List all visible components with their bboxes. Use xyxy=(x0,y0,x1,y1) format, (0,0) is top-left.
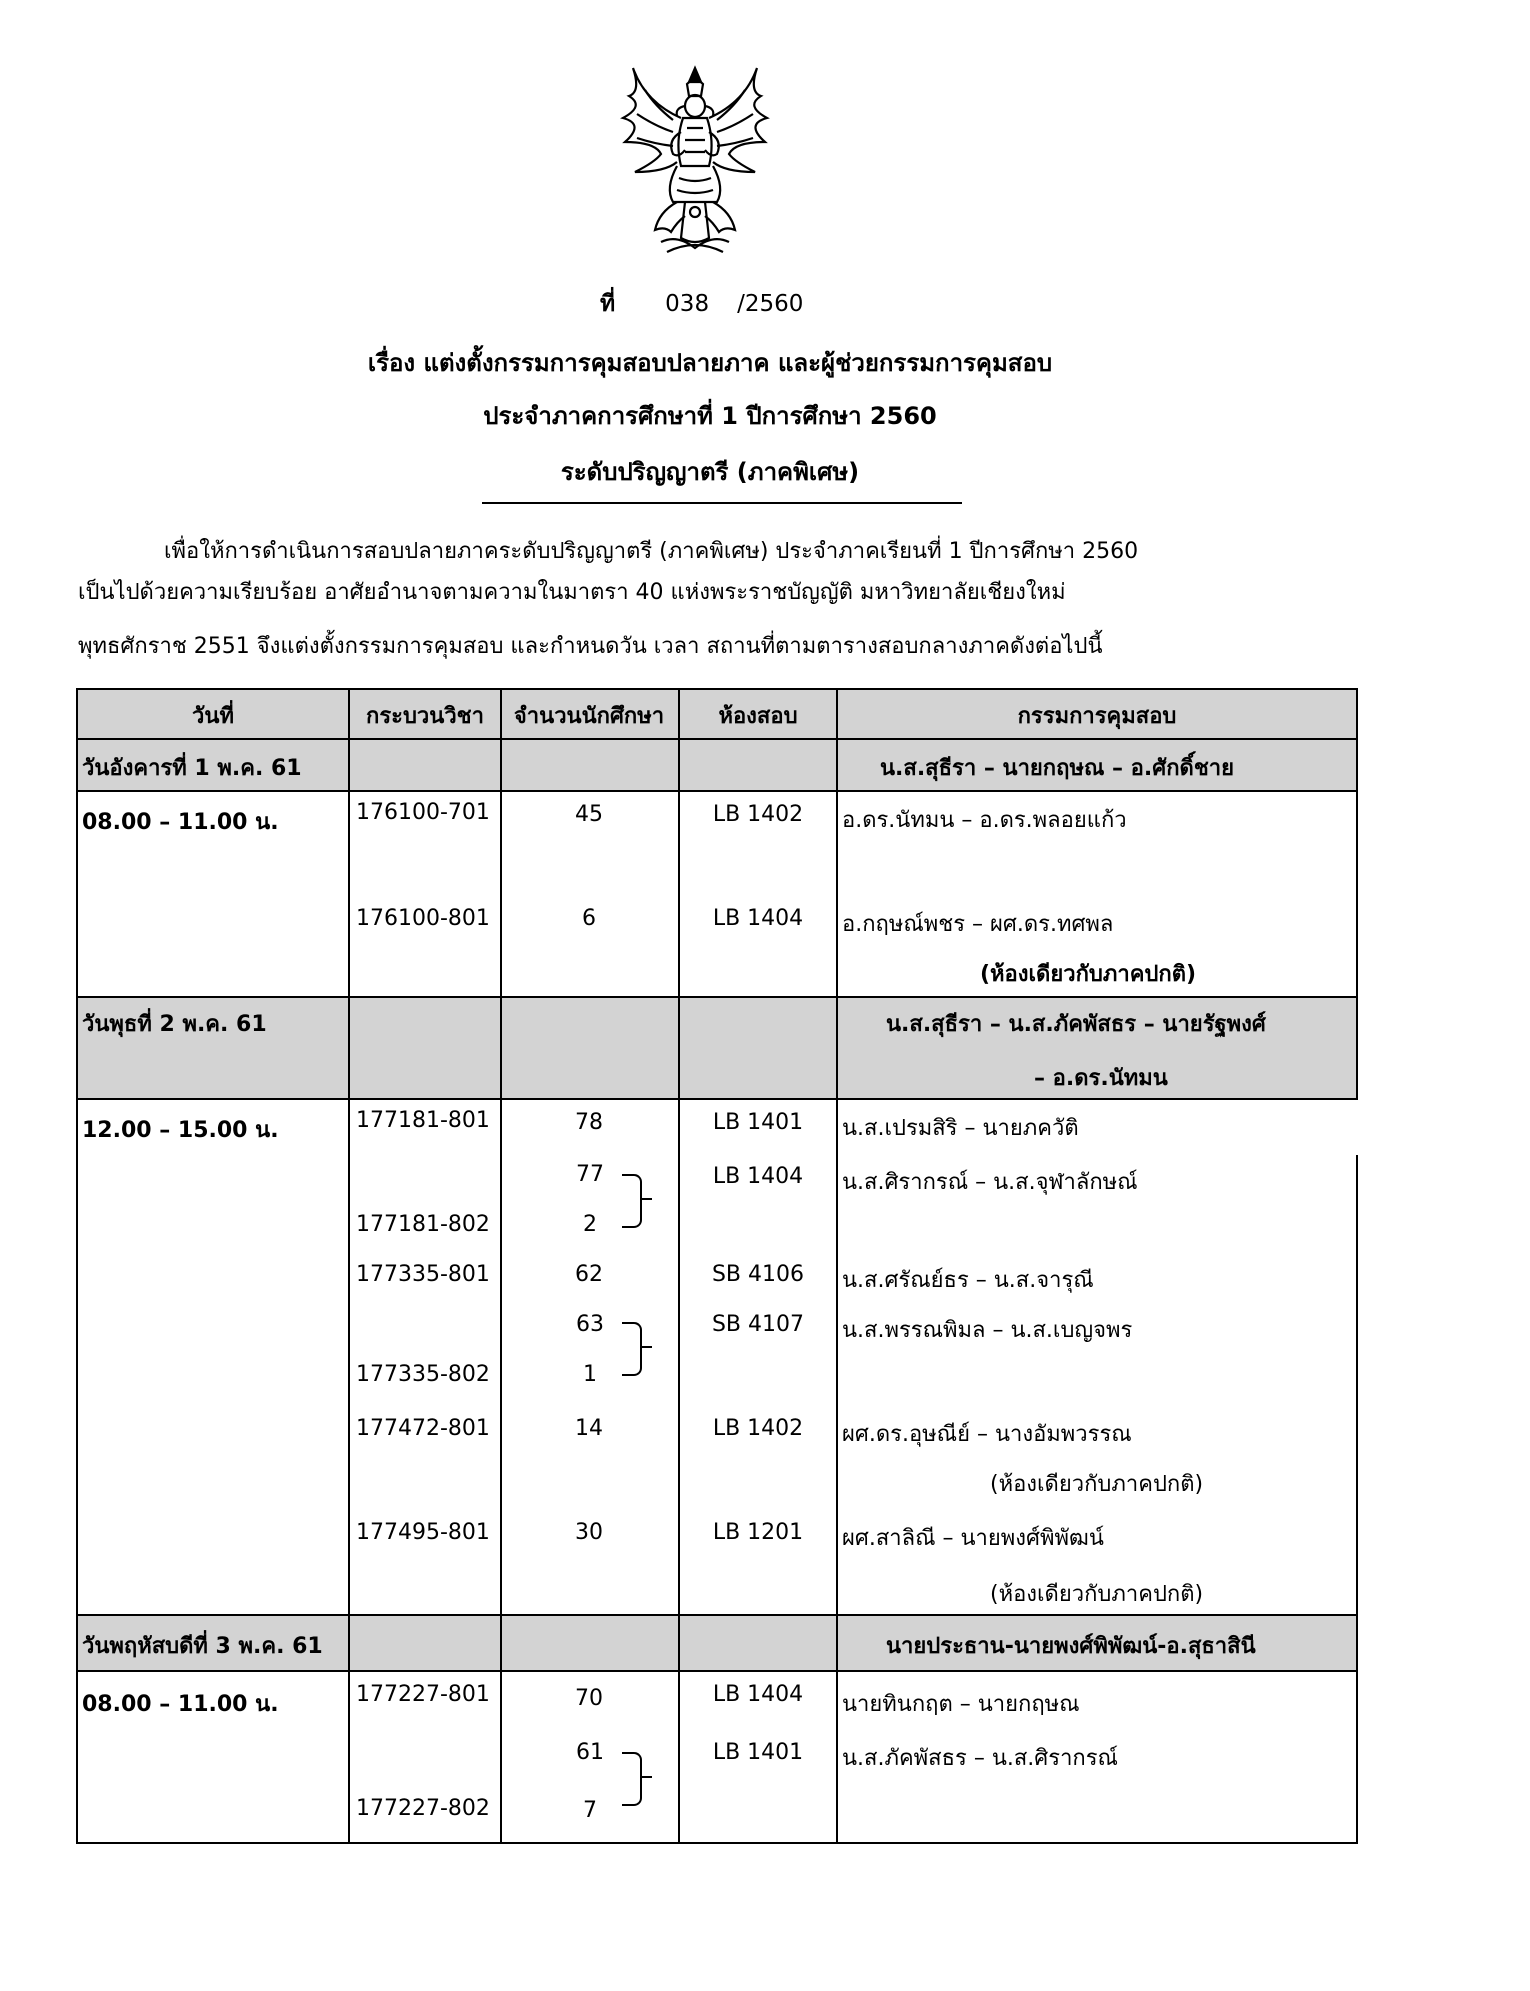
same-room-note: (ห้องเดียวกับภาคปกติ) xyxy=(980,962,1197,987)
document-subject: เรื่อง แต่งตั้งกรรมการคุมสอบปลายภาค และผู้ช่วยกรรมการคุมสอบ xyxy=(367,349,1053,377)
proctor-names: อ.กฤษณ์พชร – ผศ.ดร.ทศพล xyxy=(842,912,1114,937)
student-count: 78 xyxy=(575,1110,603,1135)
document-number-year: /2560 xyxy=(737,291,804,317)
course-code: 177181-801 xyxy=(356,1108,490,1133)
body-paragraph-line-3: พุทธศักราช 2551 จึงแต่งตั้งกรรมการคุมสอบ และกำหนดวัน เวลา สถานที่ตามตารางสอบกลางภาคดังต่อไปนี้ xyxy=(78,634,1103,659)
merged-section-bracket-icon xyxy=(622,1752,642,1806)
proctor-names: น.ส.เปรมสิริ – นายภควัติ xyxy=(842,1116,1079,1141)
day2-date: วันพุธที่ 2 พ.ค. 61 xyxy=(82,1012,267,1037)
proctor-names: ผศ.สาลิณี – นายพงศ์พิพัฒน์ xyxy=(842,1526,1104,1551)
student-count: 7 xyxy=(583,1798,597,1823)
course-code: 177227-801 xyxy=(356,1682,490,1707)
day3-time: 08.00 – 11.00 น. xyxy=(82,1692,279,1717)
title-divider xyxy=(482,502,962,504)
row-line-bottom xyxy=(76,1842,1358,1844)
exam-room: LB 1404 xyxy=(712,1682,804,1707)
exam-room: LB 1401 xyxy=(712,1740,804,1765)
garuda-emblem-icon xyxy=(615,62,775,258)
exam-room: LB 1404 xyxy=(712,906,804,931)
proctor-names: น.ส.ศิรากรณ์ – น.ส.จุฬาลักษณ์ xyxy=(842,1170,1138,1195)
course-code: 177181-802 xyxy=(356,1212,490,1237)
course-code: 177495-801 xyxy=(356,1520,490,1545)
proctor-names: นายทินกฤต – นายกฤษณ xyxy=(842,1692,1080,1717)
student-count: 45 xyxy=(575,802,603,827)
col-line-count-a xyxy=(500,740,502,996)
header-course: กระบวนวิชา xyxy=(366,704,484,729)
day1-chief-proctors: น.ส.สุธีรา – นายกฤษณ – อ.ศักดิ์ชาย xyxy=(880,756,1234,781)
header-date: วันที่ xyxy=(192,704,234,729)
student-count: 2 xyxy=(583,1212,597,1237)
document-number xyxy=(600,286,803,322)
document-number-value: 038 xyxy=(665,291,710,317)
course-code: 176100-801 xyxy=(356,906,490,931)
exam-room: LB 1404 xyxy=(712,1164,804,1189)
merged-section-bracket-icon xyxy=(622,1174,642,1228)
day2-time: 12.00 – 15.00 น. xyxy=(82,1118,279,1143)
document-number-label: ที่ xyxy=(600,291,616,317)
day2-chief-proctors-line1: น.ส.สุธีรา – น.ส.ภัคพัสธร – นายรัฐพงศ์ xyxy=(886,1012,1266,1037)
day2-chief-proctors-line2: – อ.ดร.นัทมน xyxy=(1034,1066,1168,1091)
header-proctor: กรรมการคุมสอบ xyxy=(1017,704,1177,729)
exam-room: LB 1402 xyxy=(712,1416,804,1441)
col-line-right-bottom xyxy=(1356,1614,1358,1844)
header-room: ห้องสอบ xyxy=(718,704,798,729)
day3-date: วันพฤหัสบดีที่ 3 พ.ค. 61 xyxy=(82,1634,323,1659)
proctor-names: ผศ.ดร.อุษณีย์ – นางอัมพวรรณ xyxy=(842,1422,1132,1447)
proctor-names: น.ส.ศรัณย์ธร – น.ส.จารุณี xyxy=(842,1268,1094,1293)
document-level: ระดับปริญญาตรี (ภาคพิเศษ) xyxy=(560,458,860,486)
document-semester: ประจำภาคการศึกษาที่ 1 ปีการศึกษา 2560 xyxy=(483,402,937,430)
day1-time: 08.00 – 11.00 น. xyxy=(82,810,279,835)
course-code: 177227-802 xyxy=(356,1796,490,1821)
student-count: 1 xyxy=(583,1362,597,1387)
exam-room: LB 1402 xyxy=(712,802,804,827)
same-room-note: (ห้องเดียวกับภาคปกติ) xyxy=(990,1472,1204,1497)
body-paragraph-line-2: เป็นไปด้วยความเรียบร้อย อาศัยอำนาจตามความในมาตรา 40 แห่งพระราชบัญญัติ มหาวิทยาลัยเชียงใหม่ xyxy=(78,580,1066,605)
body-paragraph-line-1: เพื่อให้การดำเนินการสอบปลายภาคระดับปริญญาตรี (ภาคพิเศษ) ประจำภาคเรียนที่ 1 ปีการศึกษา 2560 xyxy=(164,539,1139,564)
student-count: 62 xyxy=(575,1262,603,1287)
exam-room: SB 4106 xyxy=(711,1262,805,1287)
course-code: 177335-802 xyxy=(356,1362,490,1387)
proctor-names: น.ส.ภัคพัสธร – น.ส.ศิรากรณ์ xyxy=(842,1746,1118,1771)
student-count: 30 xyxy=(575,1520,603,1545)
col-line-right-top xyxy=(1356,688,1358,1100)
student-count: 77 xyxy=(576,1162,604,1187)
header-student-count: จำนวนนักศึกษา xyxy=(513,704,665,729)
student-count: 63 xyxy=(576,1312,604,1337)
student-count: 6 xyxy=(582,906,596,931)
course-code: 177335-801 xyxy=(356,1262,490,1287)
proctor-names: น.ส.พรรณพิมล – น.ส.เบญจพร xyxy=(842,1318,1133,1343)
exam-room: LB 1401 xyxy=(712,1110,804,1135)
col-line-room-a xyxy=(678,688,680,1098)
col-line-room-b xyxy=(678,1098,680,1844)
col-line-course xyxy=(348,740,350,1844)
col-line-right-mid xyxy=(1356,1155,1358,1615)
student-count: 14 xyxy=(575,1416,603,1441)
student-count: 70 xyxy=(575,1686,603,1711)
proctor-names: อ.ดร.นัทมน – อ.ดร.พลอยแก้ว xyxy=(842,808,1127,833)
day1-date: วันอังคารที่ 1 พ.ค. 61 xyxy=(82,756,302,781)
same-room-note: (ห้องเดียวกับภาคปกติ) xyxy=(990,1582,1204,1607)
exam-room: SB 4107 xyxy=(711,1312,805,1337)
exam-room: LB 1201 xyxy=(712,1520,804,1545)
merged-section-bracket-icon xyxy=(622,1322,642,1376)
row-line-top xyxy=(76,688,1358,690)
day3-chief-proctors: นายประธาน-นายพงศ์พิพัฒน์-อ.สุธาสินี xyxy=(886,1634,1256,1659)
course-code: 176100-701 xyxy=(356,800,490,825)
course-code: 177472-801 xyxy=(356,1416,490,1441)
student-count: 61 xyxy=(576,1740,604,1765)
